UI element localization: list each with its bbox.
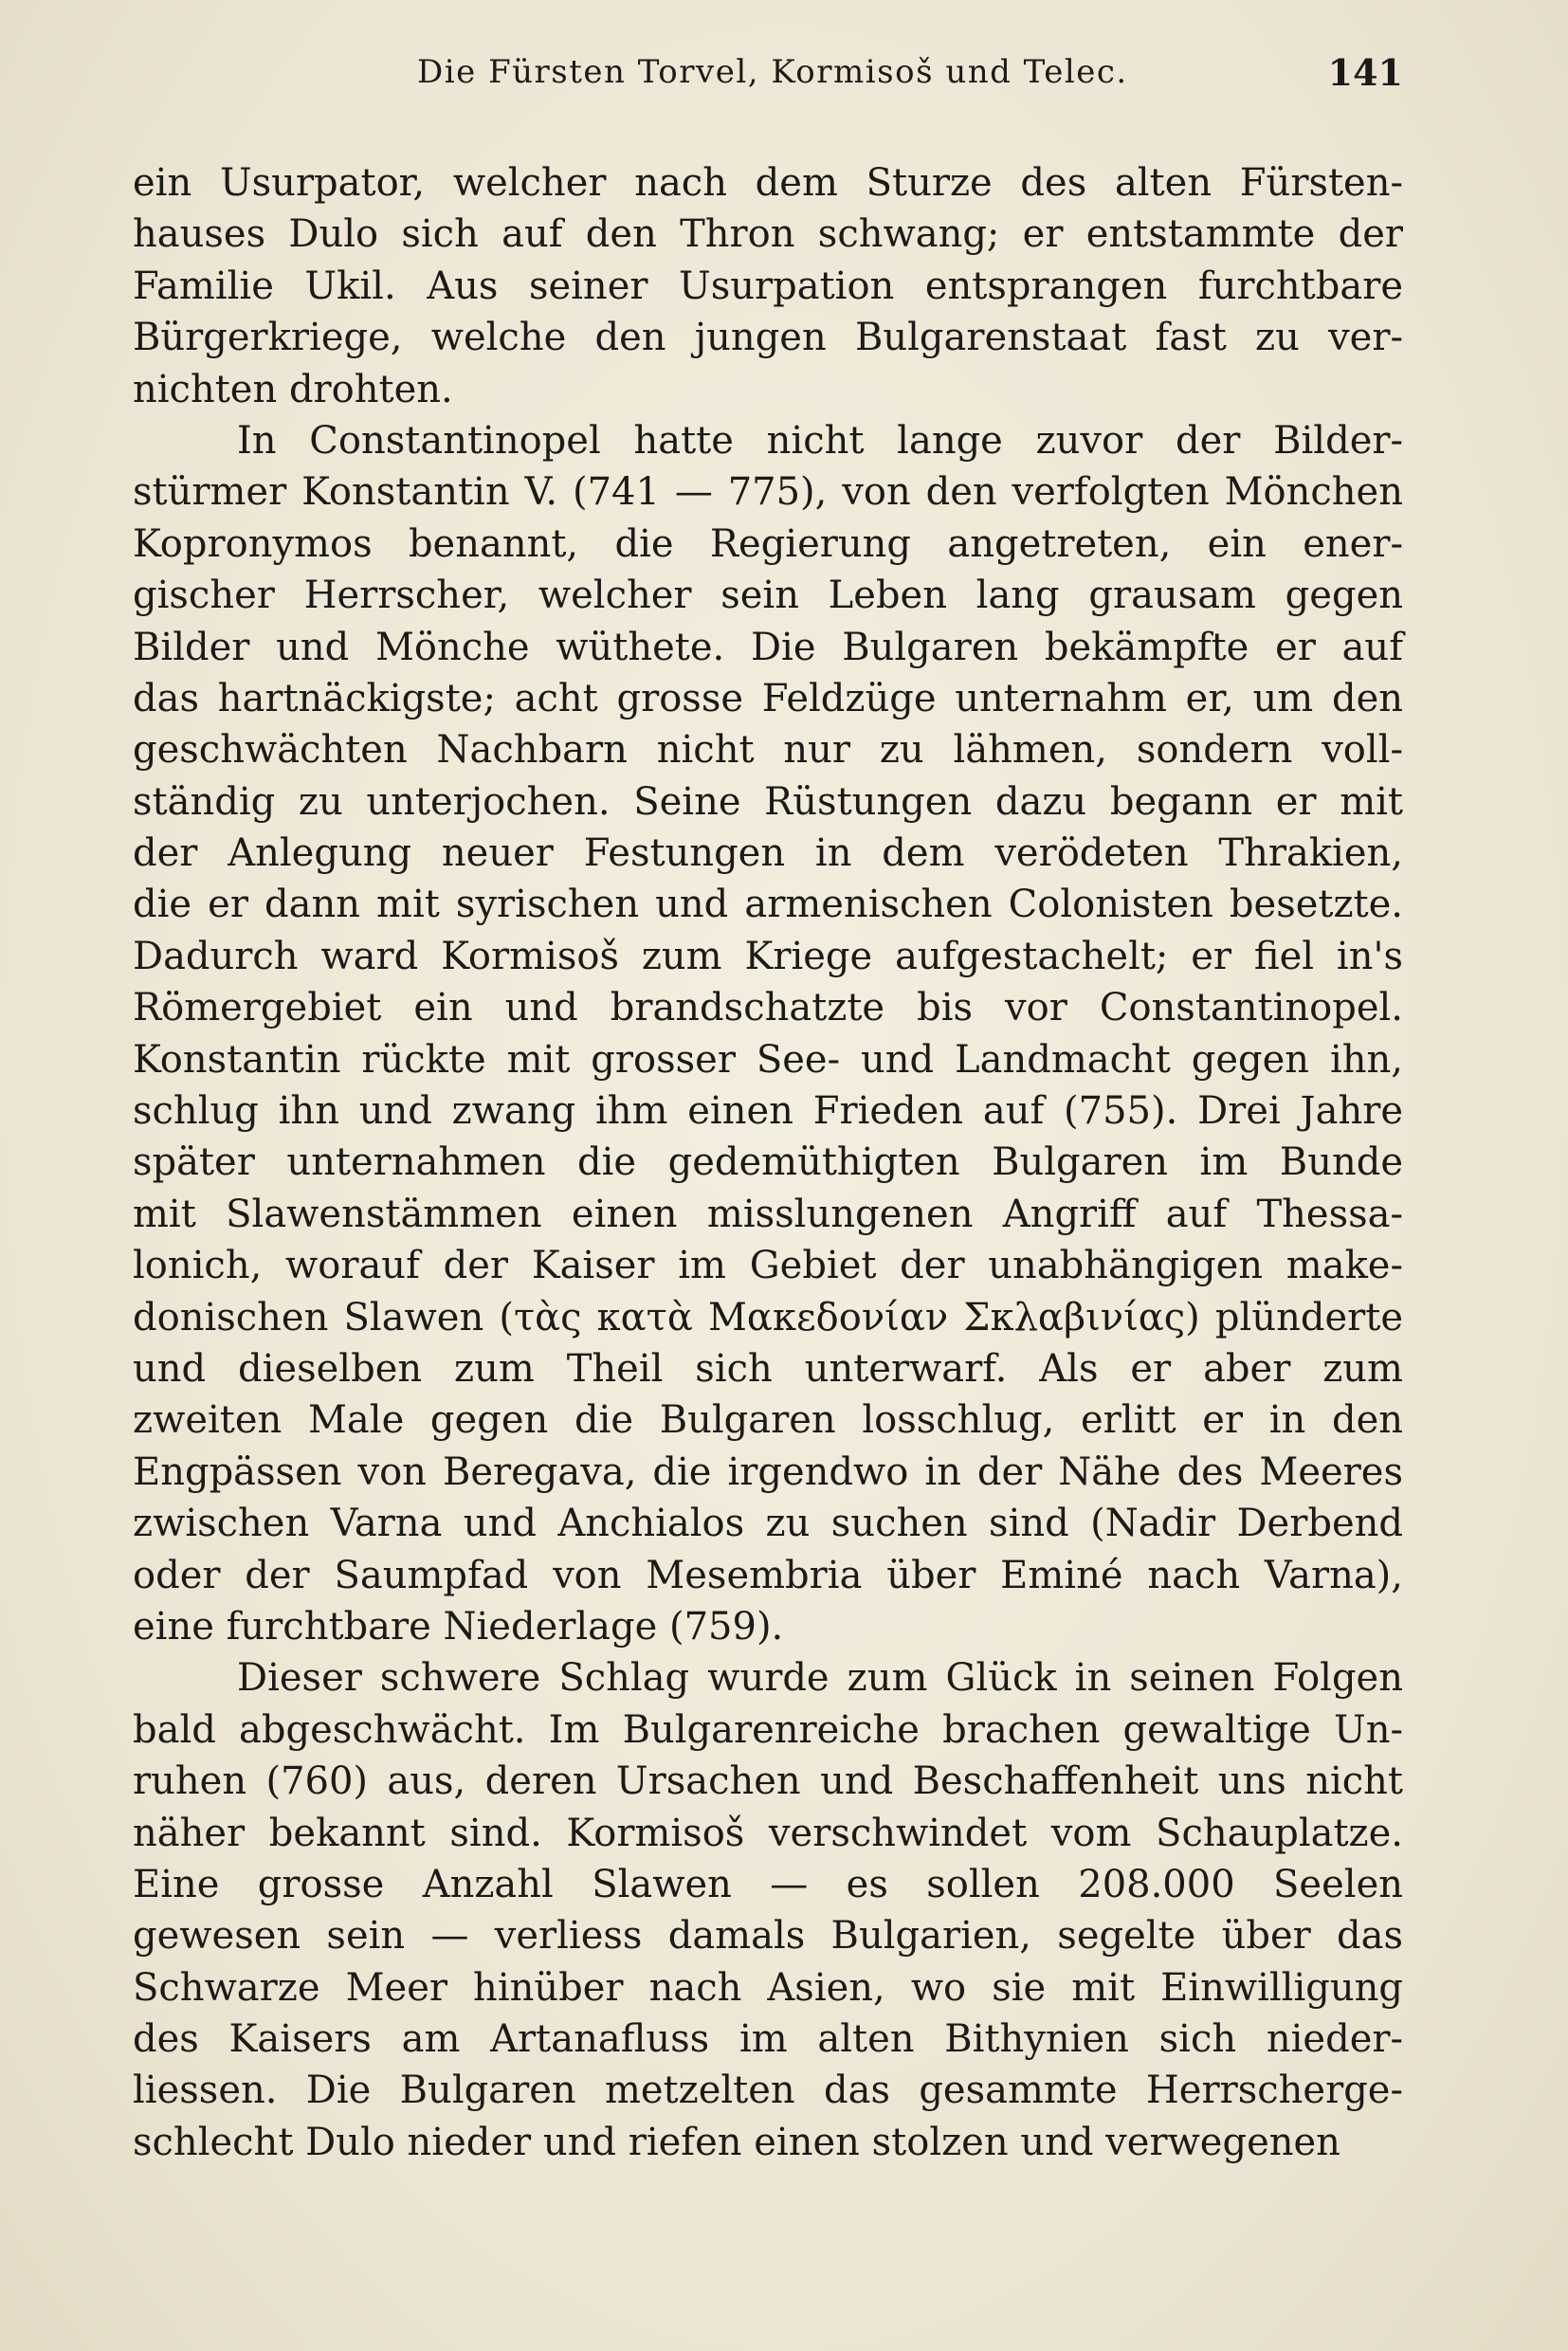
text-line: Römergebiet ein und brandschatzte bis vor Constantinopel. (133, 986, 1403, 1030)
text-line: nichten drohten. (133, 367, 453, 411)
text-line: zweiten Male gegen die Bulgaren losschlug, erlitt er in den (133, 1398, 1403, 1443)
text-line: oder der Saumpfad von Mesembria über Eminé nach Varna), (133, 1553, 1403, 1597)
text-line: Schwarze Meer hinüber nach Asien, wo sie mit Einwilligung (133, 1965, 1403, 2010)
body-text (133, 157, 1403, 2168)
text-line: schlug ihn und zwang ihm einen Frieden auf (755). Drei Jahre (133, 1089, 1403, 1134)
text-line: der Anlegung neuer Festungen in dem verödeten Thrakien, (133, 831, 1403, 876)
text-line: Engpässen von Beregava, die irgendwo in der Nähe des Meeres (133, 1449, 1403, 1494)
text-line: Eine grosse Anzahl Slawen — es sollen 208.000 Seelen (133, 1862, 1403, 1906)
text-line: und dieselben zum Theil sich unterwarf. Als er aber zum (133, 1346, 1403, 1391)
text-line: ständig zu unterjochen. Seine Rüstungen dazu begann er mit (133, 779, 1403, 824)
paragraph (133, 415, 1403, 1652)
text-line: gischer Herrscher, welcher sein Leben lang grausam gegen (133, 574, 1403, 618)
text-line: mit Slawenstämmen einen misslungenen Angriff auf Thessa- (133, 1192, 1403, 1236)
text-line: zwischen Varna und Anchialos zu suchen sind (Nadir Derbend (133, 1502, 1403, 1546)
text-line: bald abgeschwächt. Im Bulgarenreiche brachen gewaltige Un- (133, 1707, 1403, 1752)
text-line: ruhen (760) aus, deren Ursachen und Beschaffenheit uns nicht (133, 1759, 1403, 1804)
text-line: donischen Slawen (τὰς κατὰ Μακεδονίαν Σκλαβινίας) plünderte (133, 1295, 1403, 1340)
text-line: Dieser schwere Schlag wurde zum Glück in seinen Folgen (237, 1656, 1403, 1701)
page-number: 141 (1327, 51, 1403, 94)
text-line: die er dann mit syrischen und armenischen Colonisten besetzte. (133, 883, 1403, 927)
text-line: näher bekannt sind. Kormisoš verschwindet vom Schauplatze. (133, 1811, 1403, 1855)
paragraph (133, 157, 1403, 415)
text-line: Kopronymos benannt, die Regierung angetreten, ein ener- (133, 521, 1403, 566)
text-line: Dadurch ward Kormisoš zum Kriege aufgestachelt; er fiel in's (133, 934, 1403, 978)
text-line: liessen. Die Bulgaren metzelten das gesammte Herrscherge- (133, 2069, 1403, 2113)
paragraph (133, 1652, 1403, 2168)
text-line: gewesen sein — verliess damals Bulgarien, segelte über das (133, 1914, 1403, 1959)
text-line: das hartnäckigste; acht grosse Feldzüge unternahm er, um den (133, 676, 1403, 720)
text-line: schlecht Dulo nieder und riefen einen stolzen und verwegenen (133, 2120, 1340, 2164)
text-line: hauses Dulo sich auf den Thron schwang; er entstammte der (133, 212, 1403, 257)
text-line: Konstantin rückte mit grosser See- und Landmacht gegen ihn, (133, 1037, 1403, 1082)
text-line: Bilder und Mönche wüthete. Die Bulgaren bekämpfte er auf (133, 625, 1403, 669)
text-line: eine furchtbare Niederlage (759). (133, 1604, 784, 1649)
text-line: lonich, worauf der Kaiser im Gebiet der unabhängigen make- (133, 1244, 1403, 1288)
text-line: später unternahmen die gedemüthigten Bulgaren im Bunde (133, 1140, 1403, 1185)
text-line: Familie Ukil. Aus seiner Usurpation entsprangen furchtbare (133, 264, 1403, 308)
text-line: stürmer Konstantin V. (741 — 775), von den verfolgten Mönchen (133, 470, 1403, 515)
page-header (133, 53, 1403, 110)
text-line: Bürgerkriege, welche den jungen Bulgarenstaat fast zu ver- (133, 316, 1403, 360)
text-line: des Kaisers am Artanafluss im alten Bithynien sich nieder- (133, 2017, 1403, 2062)
text-line: In Constantinopel hatte nicht lange zuvor der Bilder- (237, 418, 1403, 463)
running-title: Die Fürsten Torvel, Kormisoš und Telec. (417, 53, 1128, 91)
text-line: ein Usurpator, welcher nach dem Sturze des alten Fürsten- (133, 161, 1403, 205)
text-line: geschwächten Nachbarn nicht nur zu lähmen, sondern voll- (133, 728, 1403, 773)
